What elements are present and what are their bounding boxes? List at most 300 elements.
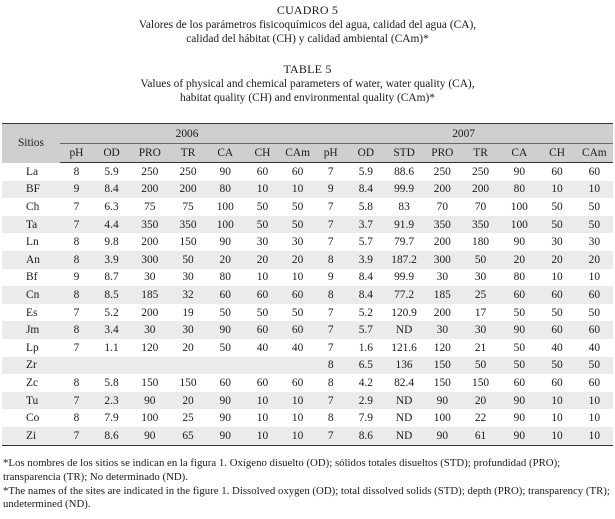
value-cell: 200 xyxy=(433,306,451,319)
site-cell: Ta xyxy=(2,216,60,234)
value-cell: 50 xyxy=(551,200,563,213)
table-row xyxy=(2,304,613,322)
value-cell: 90 xyxy=(207,392,244,410)
value-cell: 3.9 xyxy=(347,251,384,269)
value-cell: 20 xyxy=(169,392,206,410)
value-cell: 50 xyxy=(513,341,526,354)
value-cell: ND xyxy=(384,321,423,339)
site-cell: La xyxy=(26,165,39,178)
value-cell: 8 xyxy=(60,286,93,304)
value-cell xyxy=(244,357,281,375)
value-cell: 10 xyxy=(576,427,613,445)
value-cell: 10 xyxy=(291,412,304,425)
value-cell: 90 xyxy=(207,427,244,445)
value-cell: 9.8 xyxy=(104,236,119,249)
site-cell: Zc xyxy=(26,376,39,389)
column-header-2006-tr: TR xyxy=(169,144,206,163)
value-cell: 9 xyxy=(314,181,347,199)
caption-english-line-2: habitat quality (CH) and environmental quality (CAm)* xyxy=(180,92,435,105)
value-cell: 5.2 xyxy=(358,306,373,319)
value-cell: 7.9 xyxy=(104,412,119,425)
value-cell: 100 xyxy=(216,200,234,213)
column-header-2007-od: OD xyxy=(347,144,384,163)
value-cell: 10 xyxy=(551,412,563,425)
value-cell: 10 xyxy=(244,181,281,199)
value-cell: 91.9 xyxy=(384,216,423,234)
value-cell: 10 xyxy=(551,271,563,284)
value-cell: 150 xyxy=(424,357,461,375)
value-cell: 32 xyxy=(169,286,206,304)
value-cell: 9 xyxy=(60,181,93,199)
value-cell: 7 xyxy=(314,427,347,445)
value-cell: 9 xyxy=(73,271,80,284)
value-cell: 1.1 xyxy=(104,341,119,354)
value-cell: 17 xyxy=(474,306,487,319)
value-cell: 30 xyxy=(461,321,500,339)
value-cell: 10 xyxy=(576,181,613,199)
value-cell: 10 xyxy=(281,181,314,199)
value-cell: 7 xyxy=(60,216,93,234)
value-cell: 65 xyxy=(169,427,206,445)
caption-spanish xyxy=(0,3,615,47)
value-cell: 50 xyxy=(461,357,500,375)
footnote-english: *The names of the sites are indicated in the figure 1. Dissolved oxygen (OD); total dissolved solids (STD); depth (PRO); transparency (TR); undetermined (ND). xyxy=(3,484,610,511)
value-cell: 30 xyxy=(169,321,206,339)
value-cell: 60 xyxy=(291,376,304,389)
value-cell: 8 xyxy=(60,251,93,269)
value-cell: 8 xyxy=(314,251,347,269)
value-cell: 80 xyxy=(500,181,538,199)
site-cell: Zr xyxy=(2,357,60,375)
value-cell: ND xyxy=(384,392,423,410)
value-cell: 90 xyxy=(219,236,231,249)
value-cell: 7 xyxy=(73,200,80,213)
value-cell: 200 xyxy=(169,181,206,199)
table-row xyxy=(2,269,613,287)
caption-english-title: TABLE 5 xyxy=(283,62,332,76)
value-cell: 60 xyxy=(551,165,563,178)
value-cell: 10 xyxy=(244,392,281,410)
site-cell: BF xyxy=(2,181,60,199)
caption-english-line-1: Values of physical and chemical parameters of water, water quality (CA), xyxy=(140,77,475,90)
value-cell: 25 xyxy=(461,286,500,304)
table-column-header-row xyxy=(2,144,613,163)
value-cell: 82.4 xyxy=(394,376,415,389)
value-cell: 8.5 xyxy=(93,286,130,304)
column-header-2007-ca: CA xyxy=(500,144,538,163)
value-cell: 10 xyxy=(244,427,281,445)
table-row xyxy=(2,374,613,392)
table-row xyxy=(2,409,613,427)
value-cell: 4.2 xyxy=(358,376,373,389)
column-header-2007-pro: PRO xyxy=(424,144,461,163)
value-cell: 300 xyxy=(424,251,461,269)
value-cell: 100 xyxy=(433,412,451,425)
value-cell: 136 xyxy=(384,357,423,375)
value-cell: 120 xyxy=(433,341,451,354)
table-row xyxy=(2,427,613,445)
value-cell: 3.9 xyxy=(93,251,130,269)
value-cell: 60 xyxy=(281,286,314,304)
value-cell: 79.7 xyxy=(394,236,415,249)
value-cell: 200 xyxy=(141,306,159,319)
site-cell: Jm xyxy=(2,321,60,339)
value-cell: 10 xyxy=(538,427,575,445)
value-cell: 200 xyxy=(433,236,451,249)
column-header-2006-ca: CA xyxy=(207,144,244,163)
value-cell: 50 xyxy=(256,306,269,319)
value-cell: 50 xyxy=(291,200,304,213)
value-cell: 3.4 xyxy=(93,321,130,339)
value-cell: 60 xyxy=(281,321,314,339)
value-cell: 50 xyxy=(256,200,269,213)
value-cell: 10 xyxy=(588,271,601,284)
value-cell: 100 xyxy=(510,200,528,213)
value-cell: 120.9 xyxy=(391,306,417,319)
value-cell: 20 xyxy=(538,251,575,269)
value-cell: 60 xyxy=(538,321,575,339)
value-cell: 30 xyxy=(144,271,156,284)
value-cell: 30 xyxy=(436,271,449,284)
value-cell: 90 xyxy=(500,427,538,445)
value-cell: 88.6 xyxy=(394,165,415,178)
value-cell: 200 xyxy=(424,181,461,199)
value-cell: 5.7 xyxy=(347,321,384,339)
value-cell: 20 xyxy=(182,341,194,354)
value-cell: 250 xyxy=(472,165,490,178)
value-cell: 8.4 xyxy=(358,271,373,284)
caption-spanish-line-1: Valores de los parámetros fisicoquímicos del agua, calidad del agua (CA), xyxy=(138,18,477,31)
value-cell: 6.3 xyxy=(104,200,119,213)
column-header-2007-tr: TR xyxy=(461,144,500,163)
column-header-2006-ph: pH xyxy=(60,144,93,163)
value-cell: 100 xyxy=(500,216,538,234)
value-cell: 180 xyxy=(472,236,490,249)
water-quality-table xyxy=(2,123,613,446)
value-cell: 22 xyxy=(474,412,487,425)
value-cell: 150 xyxy=(472,376,490,389)
value-cell: 25 xyxy=(182,412,194,425)
caption-spanish-title: CUADRO 5 xyxy=(276,3,339,17)
value-cell: 8.7 xyxy=(104,271,119,284)
value-cell xyxy=(281,357,314,375)
table-row xyxy=(2,181,613,199)
value-cell xyxy=(60,357,93,375)
value-cell: ND xyxy=(384,427,423,445)
column-header-2007-ch: CH xyxy=(538,144,575,163)
footnote-spanish: *Los nombres de los sitios se indican en la figura 1. Oxígeno disuelto (OD); sólidos totales disueltos (STD); profundidad (PRO); transparencia (TR); No determinado (ND). xyxy=(3,457,561,483)
value-cell: 50 xyxy=(219,341,231,354)
value-cell: 250 xyxy=(141,165,159,178)
value-cell: 6.5 xyxy=(347,357,384,375)
value-cell: 90 xyxy=(207,321,244,339)
value-cell: 50 xyxy=(588,200,601,213)
value-cell: 7 xyxy=(73,306,80,319)
value-cell: 50 xyxy=(576,216,613,234)
value-cell: 60 xyxy=(576,286,613,304)
value-cell xyxy=(207,357,244,375)
value-cell: 50 xyxy=(461,251,500,269)
value-cell: 90 xyxy=(424,427,461,445)
value-cell: 8 xyxy=(314,357,347,375)
value-cell: 300 xyxy=(130,251,169,269)
value-cell: 350 xyxy=(424,216,461,234)
value-cell: 90 xyxy=(219,165,231,178)
value-cell: 90 xyxy=(500,321,538,339)
value-cell: 350 xyxy=(130,216,169,234)
value-cell: 7 xyxy=(60,427,93,445)
value-cell: 50 xyxy=(513,306,526,319)
value-cell: 150 xyxy=(179,376,197,389)
site-cell: Ch xyxy=(26,200,40,213)
value-cell: 30 xyxy=(130,321,169,339)
value-cell: 90 xyxy=(424,392,461,410)
value-cell: 200 xyxy=(141,236,159,249)
value-cell: 50 xyxy=(538,216,575,234)
value-cell: 7 xyxy=(327,200,334,213)
value-cell: 90 xyxy=(513,165,526,178)
value-cell: 60 xyxy=(256,165,269,178)
value-cell: 60 xyxy=(551,376,563,389)
value-cell: 10 xyxy=(291,271,304,284)
value-cell: 8 xyxy=(73,412,80,425)
value-cell: 8.4 xyxy=(347,286,384,304)
column-header-2006-od: OD xyxy=(93,144,130,163)
year-2006-header: 2006 xyxy=(60,124,314,144)
value-cell: 150 xyxy=(141,376,159,389)
table-year-header-row xyxy=(2,124,613,144)
value-cell: 40 xyxy=(588,341,601,354)
value-cell: 7 xyxy=(60,392,93,410)
column-header-2006-ch: CH xyxy=(244,144,281,163)
value-cell: 50 xyxy=(244,216,281,234)
value-cell: 60 xyxy=(291,165,304,178)
value-cell: 30 xyxy=(424,321,461,339)
value-cell: 2.3 xyxy=(93,392,130,410)
value-cell: 8.6 xyxy=(93,427,130,445)
value-cell: 40 xyxy=(551,341,563,354)
value-cell: 8 xyxy=(73,376,80,389)
value-cell: 8 xyxy=(327,376,334,389)
site-cell: Zi xyxy=(2,427,60,445)
site-cell: Bf xyxy=(26,271,38,284)
value-cell: 30 xyxy=(291,236,304,249)
caption-english xyxy=(0,62,615,106)
value-cell: 60 xyxy=(588,376,601,389)
value-cell: 60 xyxy=(219,376,231,389)
value-cell: 50 xyxy=(500,357,538,375)
value-cell: 60 xyxy=(244,286,281,304)
value-cell xyxy=(130,357,169,375)
column-header-2007-cam: CAm xyxy=(576,144,613,163)
value-cell: 50 xyxy=(219,306,231,319)
value-cell: 80 xyxy=(219,271,231,284)
value-cell: 20 xyxy=(207,251,244,269)
site-cell: Es xyxy=(26,306,38,319)
value-cell: 90 xyxy=(513,236,526,249)
value-cell: 60 xyxy=(244,321,281,339)
table-footnotes xyxy=(3,457,611,512)
value-cell: 5.9 xyxy=(358,165,373,178)
value-cell: 7 xyxy=(327,165,334,178)
table-row xyxy=(2,251,613,269)
table-row xyxy=(2,163,613,181)
value-cell: 350 xyxy=(461,216,500,234)
value-cell: 200 xyxy=(130,181,169,199)
value-cell: 60 xyxy=(256,376,269,389)
column-header-2006-cam: CAm xyxy=(281,144,314,163)
value-cell: 185 xyxy=(424,286,461,304)
value-cell: 2.9 xyxy=(347,392,384,410)
value-cell: 30 xyxy=(588,236,601,249)
value-cell: 200 xyxy=(461,181,500,199)
value-cell: 20 xyxy=(461,392,500,410)
table-row xyxy=(2,286,613,304)
table-row xyxy=(2,233,613,251)
table-body xyxy=(2,163,613,446)
value-cell: 21 xyxy=(474,341,487,354)
value-cell: 10 xyxy=(256,412,269,425)
value-cell: 187.2 xyxy=(384,251,423,269)
value-cell: 80 xyxy=(513,271,526,284)
value-cell: 50 xyxy=(576,357,613,375)
value-cell: 60 xyxy=(588,165,601,178)
value-cell: 75 xyxy=(182,200,194,213)
value-cell: 5.8 xyxy=(358,200,373,213)
value-cell: 5.2 xyxy=(104,306,119,319)
value-cell: 30 xyxy=(474,271,487,284)
value-cell: 250 xyxy=(433,165,451,178)
value-cell: 5.8 xyxy=(104,376,119,389)
value-cell: 5.7 xyxy=(358,236,373,249)
value-cell xyxy=(93,357,130,375)
value-cell: 80 xyxy=(207,181,244,199)
value-cell: 10 xyxy=(588,412,601,425)
site-cell: Lp xyxy=(26,341,39,354)
value-cell: 90 xyxy=(130,427,169,445)
value-cell: 8.4 xyxy=(347,181,384,199)
value-cell: 10 xyxy=(576,392,613,410)
value-cell: 70 xyxy=(474,200,487,213)
value-cell: 121.6 xyxy=(391,341,417,354)
value-cell: 40 xyxy=(256,341,269,354)
table-row xyxy=(2,216,613,234)
value-cell: 150 xyxy=(179,236,197,249)
site-cell: Co xyxy=(26,412,40,425)
value-cell: 120 xyxy=(141,341,159,354)
value-cell: 10 xyxy=(281,392,314,410)
table-row xyxy=(2,321,613,339)
value-cell: 50 xyxy=(551,306,563,319)
site-cell: Tu xyxy=(2,392,60,410)
value-cell: 7 xyxy=(73,341,80,354)
value-cell: 10 xyxy=(538,181,575,199)
value-cell: 10 xyxy=(281,427,314,445)
column-header-2006-pro: PRO xyxy=(130,144,169,163)
value-cell: 99.9 xyxy=(384,181,423,199)
value-cell: 7.9 xyxy=(358,412,373,425)
value-cell: 90 xyxy=(513,412,526,425)
value-cell: 60 xyxy=(207,286,244,304)
value-cell: 7 xyxy=(327,306,334,319)
value-cell: 70 xyxy=(436,200,449,213)
table-row xyxy=(2,392,613,410)
value-cell: 50 xyxy=(538,357,575,375)
table-row xyxy=(2,339,613,357)
value-cell: 60 xyxy=(513,376,526,389)
value-cell: 7 xyxy=(327,341,334,354)
value-cell: 4.4 xyxy=(93,216,130,234)
value-cell: 9 xyxy=(327,271,334,284)
value-cell: 90 xyxy=(130,392,169,410)
value-cell: 99.9 xyxy=(394,271,415,284)
value-cell: 60 xyxy=(538,286,575,304)
value-cell: 30 xyxy=(182,271,194,284)
value-cell: 90 xyxy=(219,412,231,425)
value-cell: 8 xyxy=(314,286,347,304)
value-cell: 7 xyxy=(314,216,347,234)
value-cell: 10 xyxy=(256,271,269,284)
value-cell: ND xyxy=(395,412,413,425)
table-row xyxy=(2,198,613,216)
value-cell: 60 xyxy=(500,286,538,304)
value-cell: 10 xyxy=(538,392,575,410)
year-2007-header: 2007 xyxy=(314,124,613,144)
value-cell: 40 xyxy=(291,341,304,354)
value-cell: 8 xyxy=(327,412,334,425)
column-header-2007-ph: pH xyxy=(314,144,347,163)
value-cell: 8 xyxy=(60,321,93,339)
value-cell: 8.4 xyxy=(93,181,130,199)
value-cell: 3.7 xyxy=(347,216,384,234)
value-cell: 100 xyxy=(207,216,244,234)
value-cell: 60 xyxy=(576,321,613,339)
value-cell xyxy=(169,357,206,375)
value-cell: 350 xyxy=(169,216,206,234)
value-cell: 50 xyxy=(291,306,304,319)
value-cell: 8.6 xyxy=(347,427,384,445)
value-cell: 100 xyxy=(141,412,159,425)
value-cell: 8 xyxy=(73,236,80,249)
caption-spanish-line-2: calidad del hábitat (CH) y calidad ambiental (CAm)* xyxy=(186,33,429,46)
value-cell: 30 xyxy=(256,236,269,249)
value-cell: 20 xyxy=(281,251,314,269)
site-cell: Ln xyxy=(26,236,39,249)
value-cell: 75 xyxy=(144,200,156,213)
value-cell: 83 xyxy=(398,200,410,213)
value-cell: 7 xyxy=(327,236,334,249)
column-header-2007-std: STD xyxy=(384,144,423,163)
value-cell: 90 xyxy=(500,392,538,410)
value-cell: 30 xyxy=(551,236,563,249)
value-cell: 150 xyxy=(433,376,451,389)
value-cell: 61 xyxy=(461,427,500,445)
site-cell: An xyxy=(2,251,60,269)
value-cell: 5.9 xyxy=(104,165,119,178)
value-cell: 50 xyxy=(281,216,314,234)
value-cell: 77.2 xyxy=(384,286,423,304)
value-cell: 7 xyxy=(314,392,347,410)
value-cell: 19 xyxy=(182,306,194,319)
value-cell: 8 xyxy=(73,165,80,178)
value-cell: 20 xyxy=(500,251,538,269)
value-cell: 1.6 xyxy=(358,341,373,354)
value-cell: 20 xyxy=(244,251,281,269)
table-row xyxy=(2,357,613,375)
site-cell: Cn xyxy=(2,286,60,304)
value-cell: 250 xyxy=(179,165,197,178)
sites-column-header: Sitios xyxy=(2,124,60,163)
